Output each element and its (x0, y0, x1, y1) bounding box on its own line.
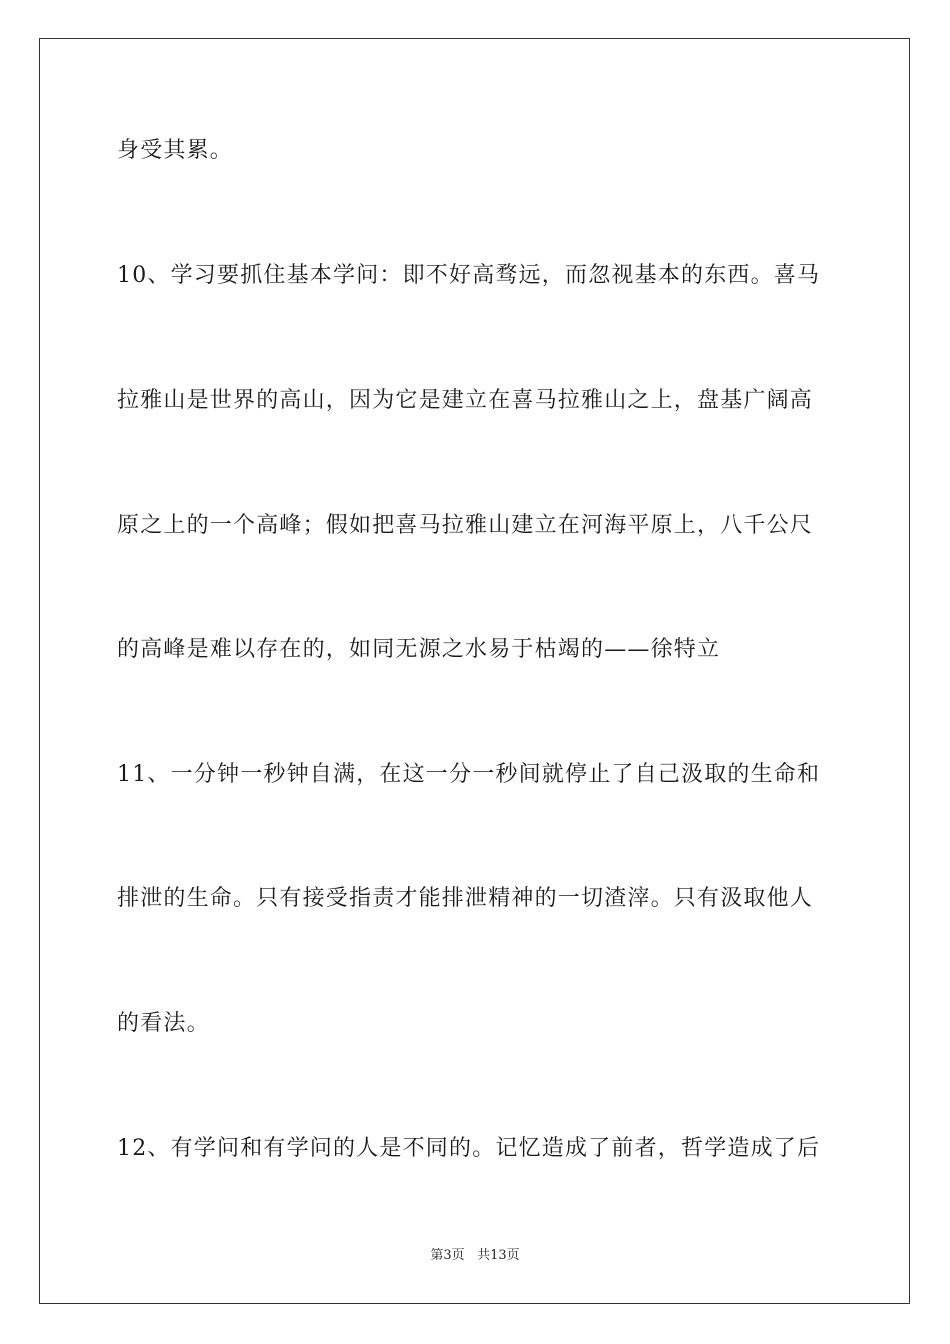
page-footer (0, 1247, 950, 1265)
text-line: 的看法。 (117, 1011, 210, 1036)
page-border (39, 38, 910, 1304)
text-line: 身受其累。 (117, 138, 234, 163)
text-line: 的高峰是难以存在的，如同无源之水易于枯竭的——徐特立 (117, 637, 721, 662)
text-line: 排泄的生命。只有接受指责才能排泄精神的一切渣滓。只有汲取他人 (117, 886, 814, 911)
text-line: 拉雅山是世界的高山，因为它是建立在喜马拉雅山之上，盘基广阔高 (117, 388, 814, 413)
page-total: 共13页 (477, 1248, 520, 1263)
page-number: 第3页 (430, 1248, 465, 1263)
text-line: 10、学习要抓住基本学问：即不好高骛远，而忽视基本的东西。喜马 (117, 263, 821, 288)
text-line: 原之上的一个高峰；假如把喜马拉雅山建立在河海平原上，八千公尺 (117, 513, 814, 538)
text-line: 12、有学问和有学问的人是不同的。记忆造成了前者，哲学造成了后 (117, 1136, 821, 1161)
text-line: 11、一分钟一秒钟自满，在这一分一秒间就停止了自己汲取的生命和 (117, 762, 821, 787)
